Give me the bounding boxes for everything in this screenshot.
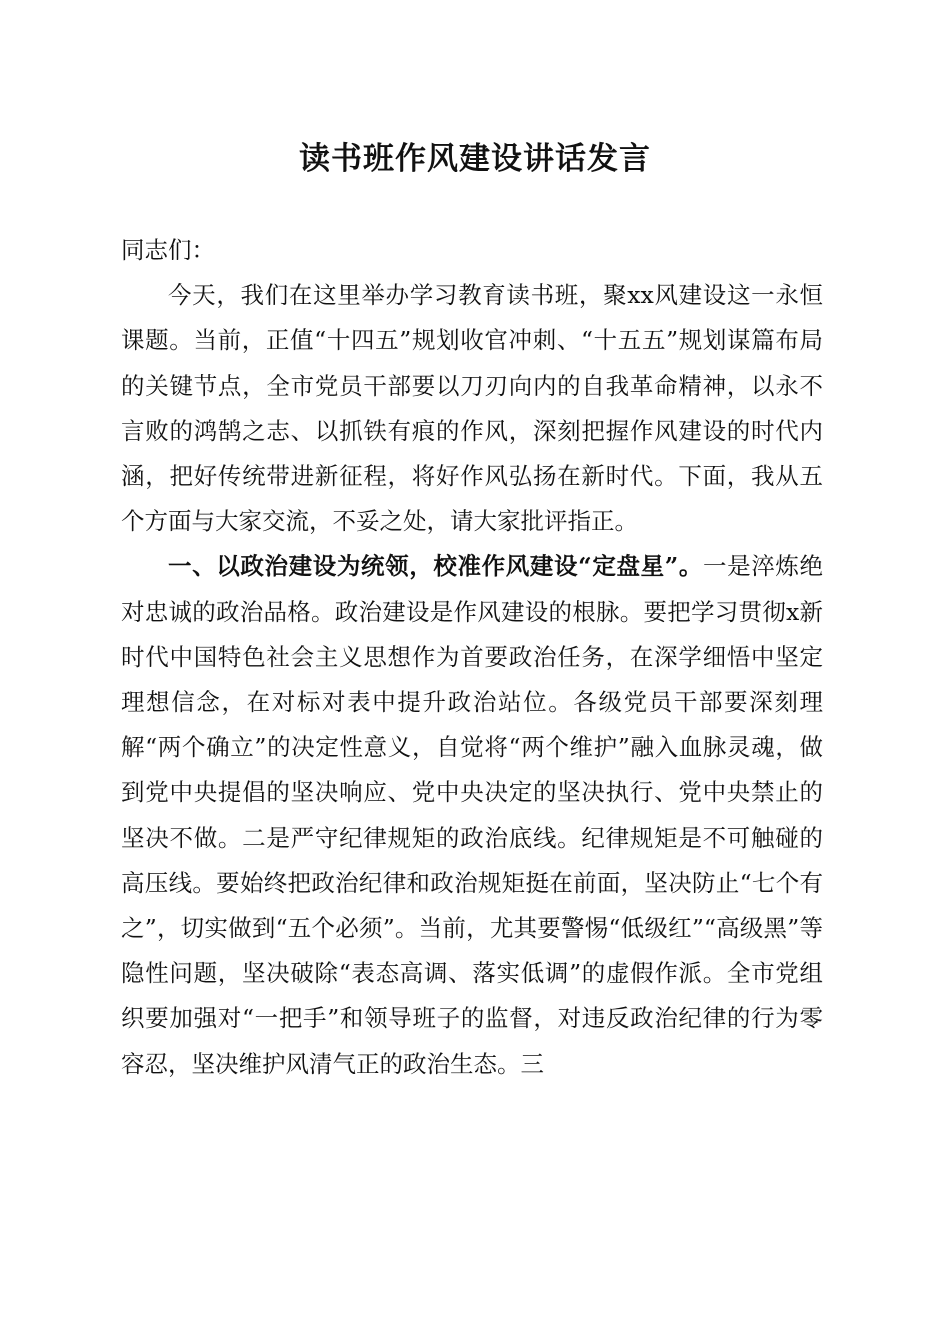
section-1-heading: 一、以政治建设为统领，校准作风建设“定盘星”。 bbox=[168, 552, 703, 581]
section-1-body: 一是淬炼绝对忠诚的政治品格。政治建设是作风建设的根脉。要把学习贯彻x新时代中国特色社会主义思想作为首要政治任务，在深学细悟中坚定理想信念，在对标对表中提升政治站位。各级党员干部要深刻理解“两个确立”的决定性意义，自觉将“两个维护”融入血脉灵魂，做到党中央提倡的坚决响应、党中央决定的坚决执行、党中央禁止的坚决不做。二是严守纪律规矩的政治底线。纪律规矩是不可触碰的高压线。要始终把政治纪律和政治规矩挺在前面，坚决防止“七个有之”，切实做到“五个必须”。当前，尤其要警惕“低级红”“高级黑”等隐性问题，坚决破除“表态高调、落实低调”的虚假作派。全市党组织要加强对“一把手”和领导班子的监督，对违反政治纪律的行为零容忍，坚决维护风清气正的政治生态。三 bbox=[121, 552, 823, 1078]
section-1-paragraph bbox=[121, 544, 823, 1086]
intro-paragraph: 今天，我们在这里举办学习教育读书班，聚xx风建设这一永恒课题。当前，正值“十四五”规划收官冲刺、“十五五”规划谋篇布局的关键节点，全市党员干部要以刀刃向内的自我革命精神，以永不言败的鸿鹄之志、以抓铁有痕的作风，深刻把握作风建设的时代内涵，把好传统带进新征程，将好作风弘扬在新时代。下面，我从五个方面与大家交流，不妥之处，请大家批评指正。 bbox=[121, 281, 823, 536]
document-body bbox=[121, 228, 823, 1087]
document-title: 读书班作风建设讲话发言 bbox=[299, 141, 651, 177]
salutation: 同志们： bbox=[121, 236, 215, 264]
